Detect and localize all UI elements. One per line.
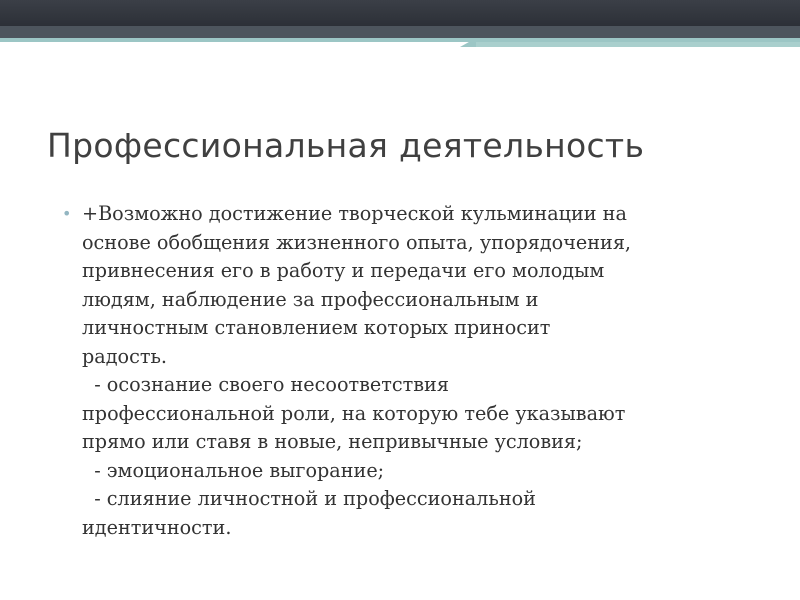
header-stripe-accent-lower <box>476 42 800 47</box>
sub-line: профессиональной роли, на которую тебе указывают <box>82 401 626 425</box>
paragraph-line: привнесения его в работу и передачи его молодым <box>82 259 605 282</box>
header-bar <box>0 0 800 26</box>
slide-body <box>60 200 740 542</box>
paragraph-line: основе обобщения жизненного опыта, упорядочения, <box>82 230 632 254</box>
sub-line: - слияние личностной и профессиональной <box>82 487 536 510</box>
paragraph-line: радость. <box>82 344 167 368</box>
slide-title: Профессиональная деятельность <box>47 126 645 165</box>
paragraph-line: личностным становлением которых приносит <box>82 316 551 339</box>
paragraph-line: +Возможно достижение творческой кульминации на <box>82 202 627 225</box>
sub-line: прямо или ставя в новые, непривычные условия; <box>82 430 583 453</box>
sub-line: - осознание своего несоответствия <box>82 373 449 396</box>
bullet-item <box>60 200 740 542</box>
sub-line: идентичности. <box>82 515 232 539</box>
header-stripe-dark <box>0 26 800 38</box>
bullet-icon: • <box>62 204 72 223</box>
sub-line: - эмоциональное выгорание; <box>82 458 385 482</box>
header-stripe-corner <box>460 38 476 47</box>
paragraph-line: людям, наблюдение за профессиональным и <box>82 287 539 311</box>
